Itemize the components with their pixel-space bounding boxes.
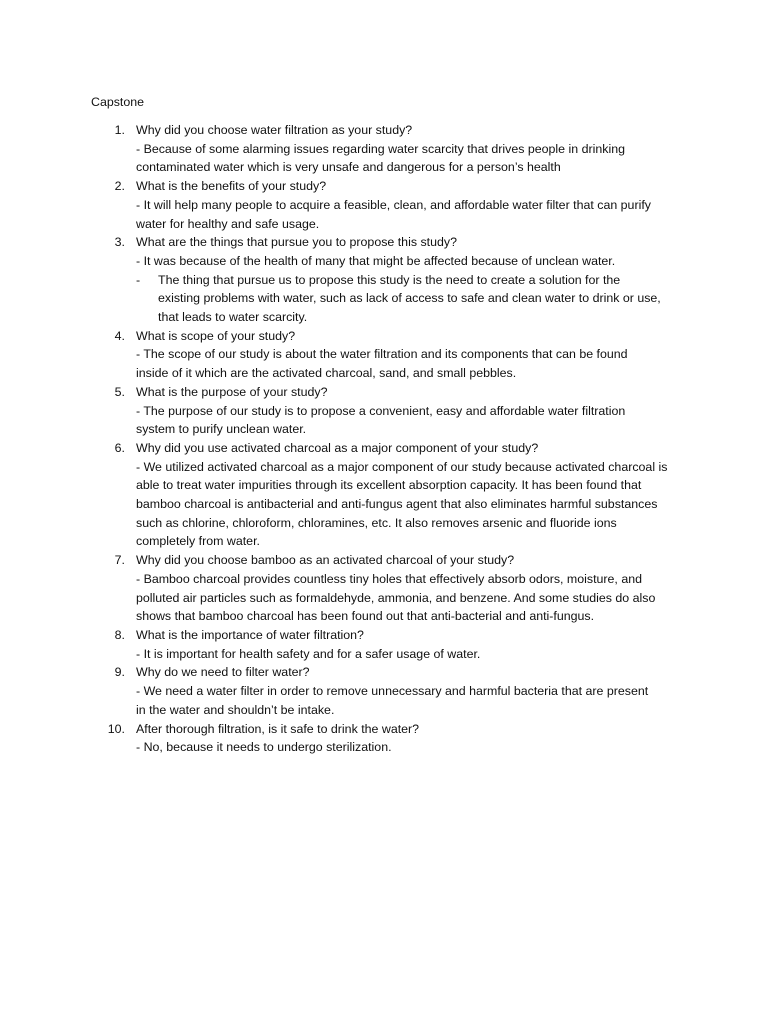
item-number: 9.	[114, 665, 125, 680]
document-title: Capstone	[91, 95, 145, 109]
answer-line: contaminated water which is very unsafe and dangerous for a person’s health	[136, 160, 561, 175]
answer-line: - It will help many people to acquire a feasible, clean, and affordable water filter that can purify	[136, 197, 651, 212]
item-number: 8.	[114, 627, 125, 642]
list-item	[91, 233, 691, 327]
sub-bullet-line: existing problems with water, such as lack of access to safe and clean water to drink or use,	[158, 291, 661, 306]
answer-line: - We need a water filter in order to remove unnecessary and harmful bacteria that are present	[136, 684, 649, 699]
answer-line: - Bamboo charcoal provides countless tiny holes that effectively absorb odors, moisture, and	[136, 571, 642, 586]
answer-line: - We utilized activated charcoal as a major component of our study because activated charcoal is	[136, 459, 668, 474]
answer-line: - It was because of the health of many that might be affected because of unclean water.	[136, 253, 616, 268]
item-number: 10.	[107, 721, 125, 736]
answer-line: in the water and shouldn’t be intake.	[136, 702, 335, 717]
item-number: 2.	[114, 179, 125, 194]
answer-line: - It is important for health safety and for a safer usage of water.	[136, 646, 481, 661]
answer-line: water for healthy and safe usage.	[136, 216, 320, 231]
list-item	[91, 439, 691, 551]
answer-line: such as chlorine, chloroform, chloramines, etc. It also removes arsenic and fluoride ions	[136, 515, 617, 530]
item-number: 1.	[114, 123, 125, 137]
sub-bullet-dash: -	[136, 272, 141, 287]
answer-line: able to treat water impurities through its excellent absorption capacity. It has been found that	[136, 478, 642, 493]
item-number: 5.	[114, 384, 125, 399]
list-item	[91, 177, 691, 233]
question-text: Why did you use activated charcoal as a major component of your study?	[136, 440, 539, 455]
question-list	[91, 121, 691, 757]
answer-line: - The scope of our study is about the water filtration and its components that can be found	[136, 347, 628, 362]
item-number: 4.	[114, 328, 125, 343]
sub-bullet-line: that leads to water scarcity.	[158, 310, 308, 325]
sub-bullet	[136, 271, 691, 327]
list-item	[91, 551, 691, 626]
question-text: What is the importance of water filtration?	[136, 627, 364, 642]
answer-line: completely from water.	[136, 534, 260, 549]
question-text: Why did you choose bamboo as an activated charcoal of your study?	[136, 553, 515, 568]
item-number: 7.	[114, 553, 125, 568]
list-item	[91, 121, 691, 177]
list-item	[91, 720, 691, 757]
answer-line: - The purpose of our study is to propose a convenient, easy and affordable water filtration	[136, 403, 626, 418]
sub-bullet-line: The thing that pursue us to propose this study is the need to create a solution for the	[158, 272, 621, 287]
question-text: What is scope of your study?	[136, 328, 296, 343]
question-text: What is the benefits of your study?	[136, 179, 327, 194]
question-text: After thorough filtration, is it safe to drink the water?	[136, 721, 420, 736]
item-number: 6.	[114, 440, 125, 455]
item-number: 3.	[114, 235, 125, 250]
answer-line: bamboo charcoal is antibacterial and anti-fungus agent that also eliminates harmful substances	[136, 497, 658, 512]
list-item	[91, 383, 691, 439]
list-item	[91, 663, 691, 719]
question-text: Why do we need to filter water?	[136, 665, 310, 680]
answer-line: shows that bamboo charcoal has been found out that anti-bacterial and anti-fungus.	[136, 609, 595, 624]
list-item	[91, 327, 691, 383]
list-item	[91, 626, 691, 663]
question-text: What are the things that pursue you to propose this study?	[136, 235, 457, 250]
answer-line: - Because of some alarming issues regarding water scarcity that drives people in drinking	[136, 141, 625, 156]
answer-line: system to purify unclean water.	[136, 422, 307, 437]
answer-line: - No, because it needs to undergo sterilization.	[136, 740, 392, 755]
answer-line: polluted air particles such as formaldehyde, ammonia, and benzene. And some studies do also	[136, 590, 656, 605]
question-text: Why did you choose water filtration as your study?	[136, 123, 413, 137]
answer-line: inside of it which are the activated charcoal, sand, and small pebbles.	[136, 366, 517, 381]
question-text: What is the purpose of your study?	[136, 384, 328, 399]
